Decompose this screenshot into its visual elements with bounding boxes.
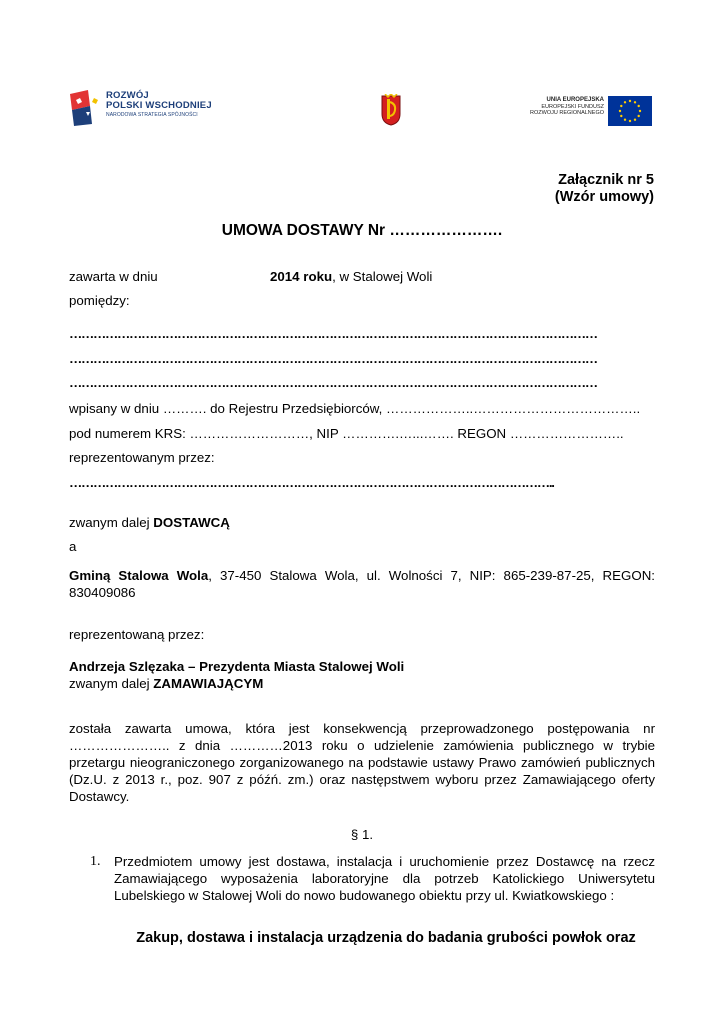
ordering-party-role: ZAMAWIAJĄCYM xyxy=(153,676,264,691)
coat-of-arms-icon xyxy=(380,94,402,126)
representative-line: ………………………………………………………………………………………………………….. xyxy=(69,475,554,490)
gmina-block xyxy=(69,567,655,601)
eu-line2: EUROPEJSKI FUNDUSZ xyxy=(541,103,604,110)
conjunction-a: a xyxy=(69,539,77,554)
logo-left-line3: NARODOWA STRATEGIA SPÓJNOŚCI xyxy=(106,112,198,118)
date-place xyxy=(270,268,432,285)
party-line-2: …………………………………………………………………………………………………………………… xyxy=(69,351,597,366)
pomiedzy-label: pomiędzy: xyxy=(69,293,130,308)
logo-left-line1: ROZWÓJ xyxy=(106,90,149,101)
item-number: 1. xyxy=(90,854,101,869)
supplier-line xyxy=(69,514,230,531)
eu-line3: ROZWOJU REGIONALNEGO xyxy=(530,110,604,116)
rozwoj-polski-wschodniej-logo xyxy=(66,88,256,132)
supplier-role: DOSTAWCĄ xyxy=(153,515,230,530)
supplier-prefix: zwanym dalej xyxy=(69,515,154,530)
ordering-party-line xyxy=(69,675,263,692)
representative-name: Andrzeja Szlęzaka – Prezydenta Miasta Stalowej Woli xyxy=(69,659,405,674)
document-title: UMOWA DOSTAWY Nr …………………. xyxy=(221,222,503,239)
annex-label xyxy=(555,172,654,206)
contract-year: 2014 roku xyxy=(270,269,333,284)
eu-flag-icon xyxy=(608,96,652,126)
represented-by-label: reprezentowanym przez: xyxy=(69,450,215,465)
party-line-3: …………………………………………………………………………………………………………………… xyxy=(69,375,597,390)
ordering-party-prefix: zwanym dalej xyxy=(69,676,154,691)
poland-flag-icon xyxy=(66,90,102,126)
logo-left-line2: POLSKI WSCHODNIEJ xyxy=(106,100,212,111)
section-heading: § 1. xyxy=(350,827,374,842)
gmina-name: Gminą Stalowa Wola xyxy=(69,568,209,583)
annex-subtitle: (Wzór umowy) xyxy=(554,189,654,205)
representative-label: reprezentowaną przez: xyxy=(69,627,205,642)
subject-title: Zakup, dostawa i instalacja urządzenia do badania grubości powłok oraz xyxy=(136,930,636,946)
registry-line: wpisany w dniu ………. do Rejestru Przedsiębiorców, ………………..……………………………….. xyxy=(69,401,641,416)
contract-place: , w Stalowej Woli xyxy=(332,269,433,284)
annex-number: Załącznik nr 5 xyxy=(558,172,654,188)
eu-label xyxy=(524,97,604,117)
item-text: Przedmiotem umowy jest dostawa, instalacja i uruchomienie przez Dostawcę na rzecz Zamawiającego wyposażenia laboratoryjne dla potrzeb Katolickiego Uniwersytetu Lubelskiego w Stalowej Woli do nowo budowanego obiektu przy ul. Kwiatkowskiego : xyxy=(114,854,655,903)
contract-paragraph: została zawarta umowa, która jest konsekwencją przeprowadzonego postępowania nr ………………….. z dnia …………2013 roku o udzielenie zamówienia publicznego w trybie przetargu nieograniczonego zorganizowanego na podstawie ustawy Prawo zamówień publicznych (Dz.U. z 2013 r., poz. 907 z późń. zm.) oraz następstwem wyboru przez Zamawiającego oferty Dostawcy. xyxy=(69,721,655,804)
eu-line1: UNIA EUROPEJSKA xyxy=(546,97,604,103)
gmina-details: , 37-450 Stalowa Wola, ul. Wolności 7, NIP: 865-239-87-25, REGON: 830409086 xyxy=(69,568,655,600)
party-line-1: …………………………………………………………………………………………………………………… xyxy=(69,326,597,341)
krs-nip-regon-line: pod numerem KRS: ………………………, NIP ………….…...……. REGON …………………….. xyxy=(69,426,624,441)
zawarta-label: zawarta w dniu xyxy=(69,269,158,284)
